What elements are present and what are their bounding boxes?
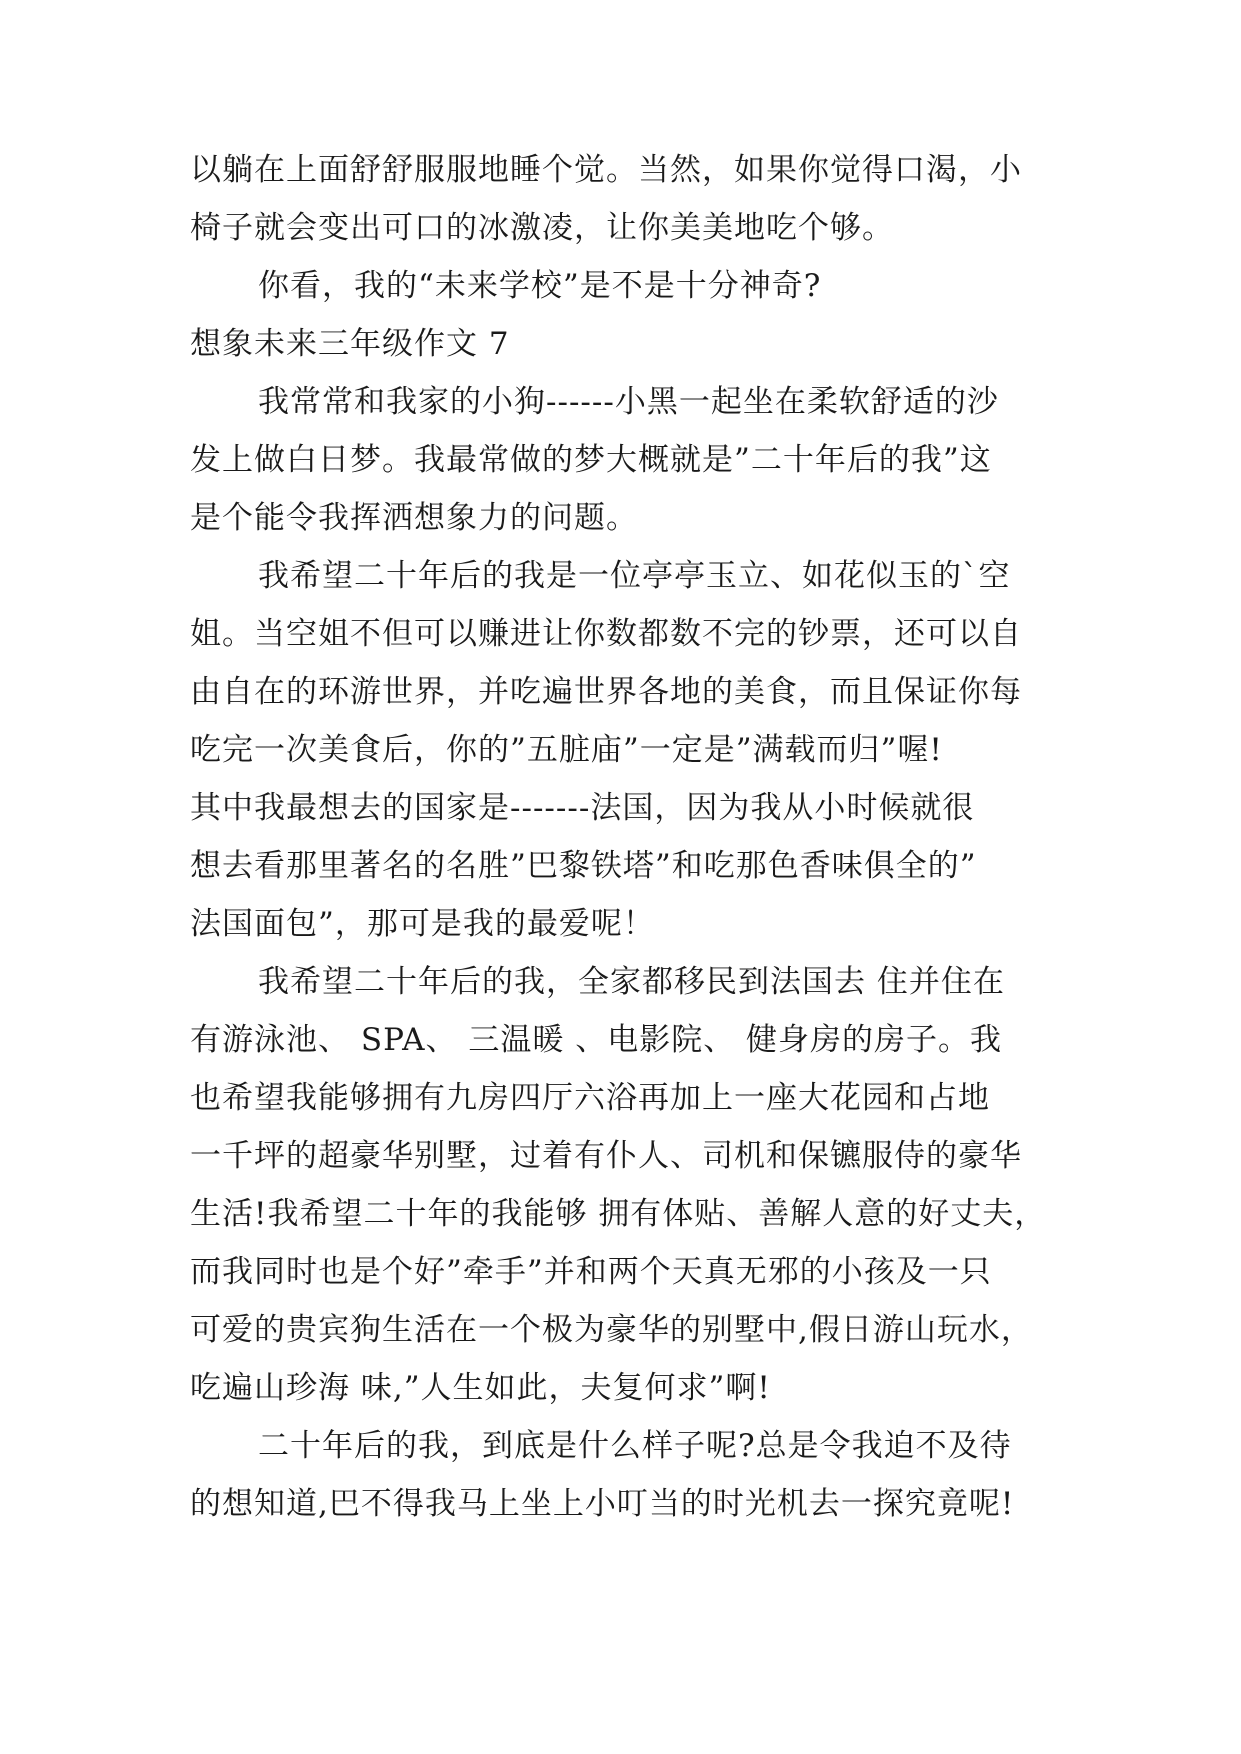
section-heading: 想象未来三年级作文 7 <box>190 326 510 362</box>
text-line: 二十年后的我，到底是什么样子呢?总是令我迫不及待 <box>258 1428 1012 1464</box>
text-line: 其中我最想去的国家是-------法国，因为我从小时候就很 <box>190 790 975 826</box>
text-line: 也希望我能够拥有九房四厅六浴再加上一座大花园和占地 <box>190 1080 990 1116</box>
text-line: 的想知道,巴不得我马上坐上小叮当的时光机去一探究竟呢! <box>190 1486 1015 1522</box>
text-line: 是个能令我挥洒想象力的问题。 <box>190 500 638 536</box>
text-line: 法国面包”，那可是我的最爱呢！ <box>190 906 655 942</box>
text-line: 我希望二十年后的我，全家都移民到法国去 住并住在 <box>258 964 1005 1000</box>
text-line: 吃完一次美食后，你的”五脏庙”一定是”满载而归”喔! <box>190 732 943 768</box>
text-line: 吃遍山珍海 味,”人生如此，夫复何求”啊! <box>190 1370 771 1406</box>
text-line: 一千坪的超豪华别墅，过着有仆人、司机和保镳服侍的豪华 <box>190 1138 1022 1174</box>
text-line: 想去看那里著名的名胜”巴黎铁塔”和吃那色香味俱全的” <box>190 848 977 884</box>
text-line: 我常常和我家的小狗------小黑一起坐在柔软舒适的沙 <box>258 384 999 420</box>
text-line: 发上做白日梦。我最常做的梦大概就是”二十年后的我”这 <box>190 442 992 478</box>
text-line: 可爱的贵宾狗生活在一个极为豪华的别墅中,假日游山玩水， <box>190 1312 1033 1348</box>
text-line: 你看，我的“未来学校”是不是十分神奇? <box>258 268 822 304</box>
text-line: 生活!我希望二十年的我能够 拥有体贴、善解人意的好丈夫， <box>190 1196 1047 1232</box>
text-line: 椅子就会变出可口的冰激凌，让你美美地吃个够。 <box>190 210 894 246</box>
text-line: 我希望二十年后的我是一位亭亭玉立、如花似玉的`空 <box>258 558 1011 594</box>
text-line: 而我同时也是个好”牵手”并和两个天真无邪的小孩及一只 <box>190 1254 992 1290</box>
text-line: 有游泳池、 SPA、 三温暖 、电影院、 健身房的房子。我 <box>190 1022 1003 1058</box>
text-line: 由自在的环游世界，并吃遍世界各地的美食，而且保证你每 <box>190 674 1022 710</box>
text-line: 以躺在上面舒舒服服地睡个觉。当然，如果你觉得口渴，小 <box>190 152 1022 188</box>
text-line: 姐。当空姐不但可以赚进让你数都数不完的钞票，还可以自 <box>190 616 1022 652</box>
